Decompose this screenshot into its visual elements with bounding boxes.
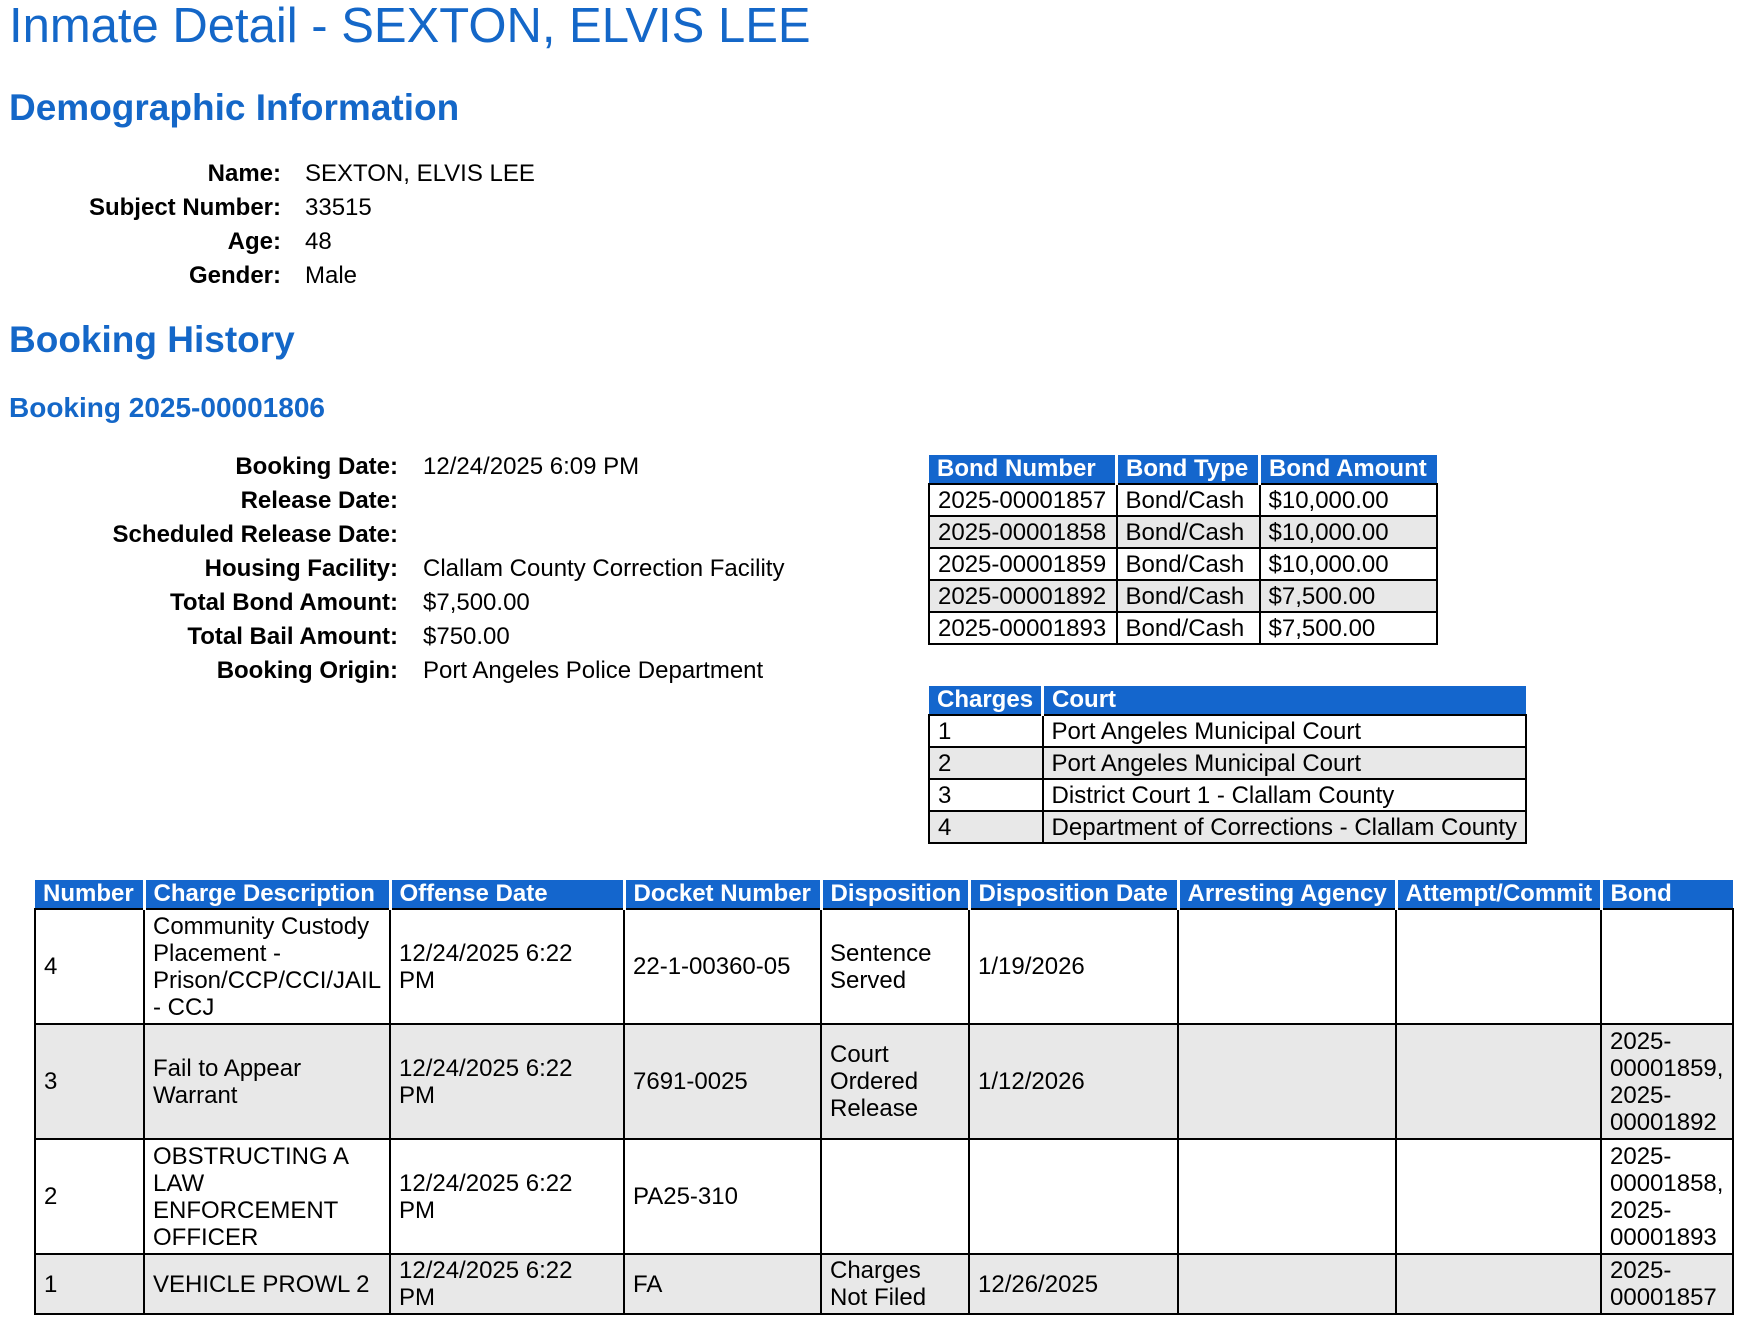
charge-number-cell: 3 [929,779,1043,811]
booking-detail-row [110,586,784,620]
charge-description-cell: VEHICLE PROWL 2 [144,1254,390,1314]
booking-detail-row [110,620,784,654]
table-row [929,811,1526,843]
disposition-cell: Court Ordered Release [821,1024,969,1139]
bond-cell [1601,909,1733,1024]
docket-number-cell: 22-1-00360-05 [624,909,821,1024]
demographic-value: Male [305,262,358,289]
bond-type-cell: Bond/Cash [1117,612,1260,644]
offense-date-cell: 12/24/2025 6:22 PM [390,1254,624,1314]
bond-amount-cell: $10,000.00 [1260,548,1438,580]
charge-description-cell: OBSTRUCTING A LAW ENFORCEMENT OFFICER [144,1139,390,1254]
table-row [929,580,1437,612]
booking-detail-value [423,484,784,518]
disposition-cell: Charges Not Filed [821,1254,969,1314]
attempt-commit-cell [1396,1024,1601,1139]
booking-heading: Booking 2025-00001806 [9,392,325,423]
column-header: Bond Type [1117,455,1260,484]
charge-description-cell: Fail to Appear Warrant [144,1024,390,1139]
booking-detail-label: Scheduled Release Date: [112,521,398,548]
booking-history-heading: Booking History [9,319,295,360]
bond-type-cell: Bond/Cash [1117,580,1260,612]
column-header: Disposition Date [969,880,1178,909]
booking-detail-row [110,518,784,552]
booking-detail-row [110,484,784,518]
bond-amount-cell: $7,500.00 [1260,580,1438,612]
charge-number-cell: 3 [35,1024,144,1139]
booking-detail-row [110,450,784,484]
bond-cell: 2025-00001859, 2025-00001892 [1601,1024,1733,1139]
table-row [35,1254,1733,1314]
charge-number-cell: 2 [929,747,1043,779]
column-header: Bond [1601,880,1733,909]
arresting-agency-cell [1178,909,1396,1024]
charges-table [34,880,1734,1315]
booking-detail-label: Booking Origin: [216,657,398,684]
column-header: Charges [929,686,1043,715]
bond-cell: 2025-00001858, 2025-00001893 [1601,1139,1733,1254]
bond-cell: 2025-00001857 [1601,1254,1733,1314]
disposition-cell [821,1139,969,1254]
docket-number-cell: 7691-0025 [624,1024,821,1139]
arresting-agency-cell [1178,1139,1396,1254]
page-title: Inmate Detail - SEXTON, ELVIS LEE [9,0,811,53]
booking-detail-value: Port Angeles Police Department [423,657,764,684]
demographic-label: Gender: [188,262,281,289]
column-header: Bond Number [929,455,1117,484]
bond-table [928,455,1438,645]
charge-description-cell: Community Custody Placement - Prison/CCP/CCI/JAIL - CCJ [144,909,390,1024]
docket-number-cell: PA25-310 [624,1139,821,1254]
charge-number-cell: 1 [929,715,1043,747]
table-row [929,747,1526,779]
court-name-cell: District Court 1 - Clallam County [1043,779,1527,811]
column-header: Disposition [821,880,969,909]
bond-amount-cell: $10,000.00 [1260,484,1438,516]
disposition-date-cell: 1/12/2026 [969,1024,1178,1139]
court-name-cell: Port Angeles Municipal Court [1043,715,1527,747]
demographic-row [80,157,535,191]
booking-detail-label: Housing Facility: [204,555,398,582]
booking-detail-label: Total Bail Amount: [187,623,398,650]
demographic-row [80,225,535,259]
bond-type-cell: Bond/Cash [1117,548,1260,580]
attempt-commit-cell [1396,909,1601,1024]
demographic-value: 48 [305,228,332,255]
column-header: Bond Amount [1260,455,1438,484]
column-header: Docket Number [624,880,821,909]
arresting-agency-cell [1178,1024,1396,1139]
arresting-agency-cell [1178,1254,1396,1314]
booking-detail-value [423,518,784,552]
booking-detail-value: 12/24/2025 6:09 PM [423,453,640,480]
disposition-date-cell: 12/26/2025 [969,1254,1178,1314]
bond-number-cell: 2025-00001893 [929,612,1117,644]
charge-number-cell: 2 [35,1139,144,1254]
table-row [929,548,1437,580]
column-header: Number [35,880,144,909]
column-header: Offense Date [390,880,624,909]
disposition-date-cell: 1/19/2026 [969,909,1178,1024]
bond-number-cell: 2025-00001858 [929,516,1117,548]
demographic-label: Subject Number: [88,194,281,221]
column-header: Charge Description [144,880,390,909]
charge-number-cell: 4 [929,811,1043,843]
booking-detail-label: Total Bond Amount: [170,589,398,616]
table-row [929,715,1526,747]
offense-date-cell: 12/24/2025 6:22 PM [390,909,624,1024]
booking-detail-label: Release Date: [240,487,398,514]
disposition-cell: Sentence Served [821,909,969,1024]
table-row [929,516,1437,548]
bond-number-cell: 2025-00001892 [929,580,1117,612]
demographic-value: 33515 [305,194,372,221]
column-header: Court [1043,686,1527,715]
booking-detail-row [110,654,784,688]
table-row [35,1024,1733,1139]
booking-detail-value: $750.00 [423,623,510,650]
demographic-row [80,191,535,225]
column-header: Attempt/Commit [1396,880,1601,909]
attempt-commit-cell [1396,1254,1601,1314]
bond-number-cell: 2025-00001857 [929,484,1117,516]
booking-detail-table [110,450,784,688]
table-row [929,779,1526,811]
demographic-row [80,259,535,293]
booking-detail-row [110,552,784,586]
booking-detail-value: Clallam County Correction Facility [423,555,785,582]
table-row [929,612,1437,644]
court-table [928,686,1527,844]
booking-detail-value: $7,500.00 [423,589,530,616]
table-row [929,484,1437,516]
docket-number-cell: FA [624,1254,821,1314]
table-row [35,1139,1733,1254]
demographic-label: Age: [227,228,281,255]
demographic-table [80,157,535,293]
offense-date-cell: 12/24/2025 6:22 PM [390,1139,624,1254]
table-row [35,909,1733,1024]
demographic-value: SEXTON, ELVIS LEE [305,160,535,187]
column-header: Arresting Agency [1178,880,1396,909]
offense-date-cell: 12/24/2025 6:22 PM [390,1024,624,1139]
bond-amount-cell: $7,500.00 [1260,612,1438,644]
court-name-cell: Department of Corrections - Clallam County [1043,811,1527,843]
bond-type-cell: Bond/Cash [1117,516,1260,548]
charge-number-cell: 1 [35,1254,144,1314]
bond-type-cell: Bond/Cash [1117,484,1260,516]
demographic-heading: Demographic Information [9,87,460,128]
booking-detail-label: Booking Date: [235,453,398,480]
bond-amount-cell: $10,000.00 [1260,516,1438,548]
bond-number-cell: 2025-00001859 [929,548,1117,580]
demographic-label: Name: [207,160,281,187]
court-name-cell: Port Angeles Municipal Court [1043,747,1527,779]
disposition-date-cell [969,1139,1178,1254]
attempt-commit-cell [1396,1139,1601,1254]
charge-number-cell: 4 [35,909,144,1024]
